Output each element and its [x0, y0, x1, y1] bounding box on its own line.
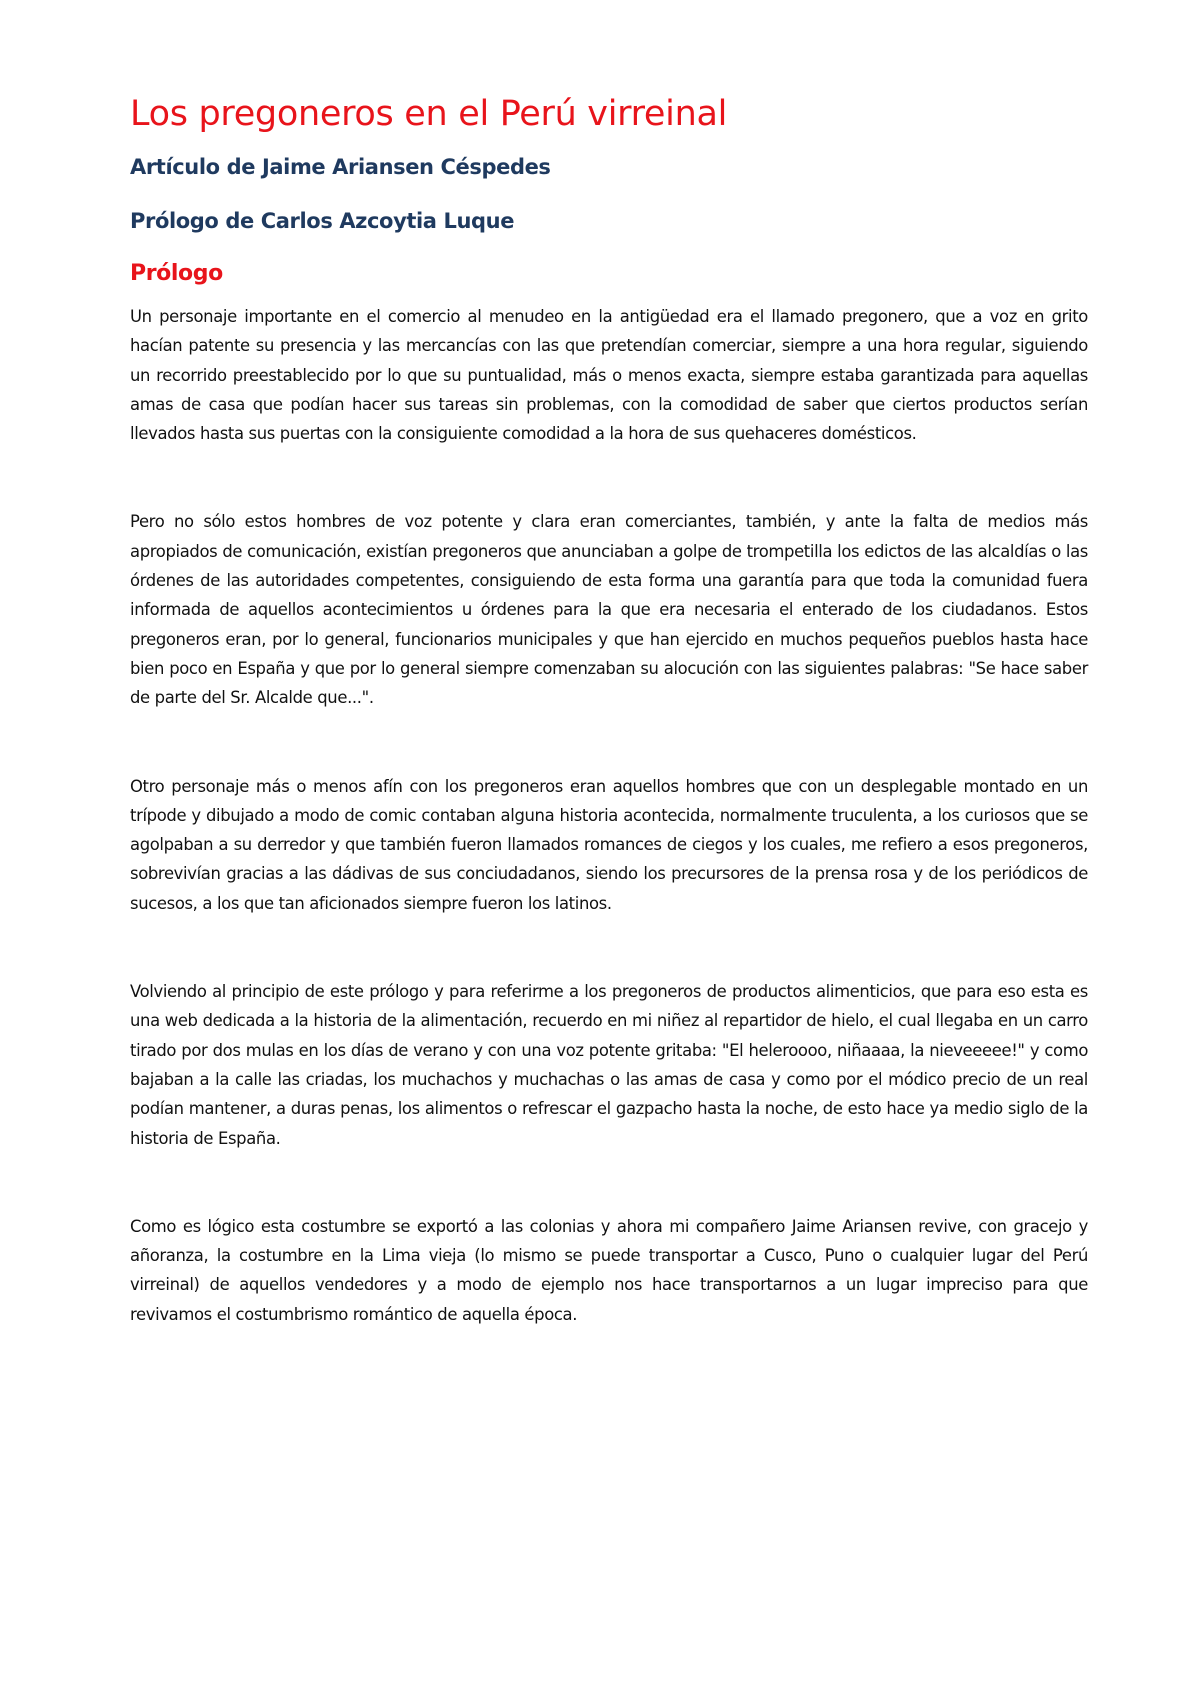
section-heading-prologue: Prólogo	[130, 261, 223, 286]
article-author-line: Artículo de Jaime Ariansen Céspedes	[130, 155, 551, 179]
paragraph-5: Como es lógico esta costumbre se exportó a las colonias y ahora mi compañero Jaime Ariansen revive, con gracejo y añoranza, la costumbre en la Lima vieja (lo mismo se puede transportar a Cusco, Puno o cualquier lugar del Perú virreinal) de aquellos vendedores y a modo de ejemplo nos hace transportarnos a un lugar impreciso para que revivamos el costumbrismo romántico de aquella época.	[130, 1216, 1088, 1324]
paragraph-1: Un personaje importante en el comercio al menudeo en la antigüedad era el llamado pregonero, que a voz en grito hacían patente su presencia y las mercancías con las que pretendían comerciar, siempre a una hora regular, siguiendo un recorrido preestablecido por lo que su puntualidad, más o menos exacta, siempre estaba garantizada para aquellas amas de casa que podían hacer sus tareas sin problemas, con la comodidad de saber que ciertos productos serían llevados hasta sus puertas con la consiguiente comodidad a la hora de sus quehaceres domésticos.	[130, 307, 1088, 444]
paragraph-4: Volviendo al principio de este prólogo y para referirme a los pregoneros de productos alimenticios, que para eso esta es una web dedicada a la historia de la alimentación, recuerdo en mi niñez al repartidor de hielo, el cual llegaba en un carro tirado por dos mulas en los días de verano y con una voz potente gritaba: "El heleroooo, niñaaaa, la nieveeeee!" y como bajaban a la calle las criadas, los muchachos y muchachas o las amas de casa y como por el módico precio de un real podían mantener, a duras penas, los alimentos o refrescar el gazpacho hasta la noche, de esto hace ya medio siglo de la historia de España.	[130, 982, 1088, 1148]
paragraph-3: Otro personaje más o menos afín con los pregoneros eran aquellos hombres que con un desplegable montado en un trípode y dibujado a modo de comic contaban alguna historia acontecida, normalmente truculenta, a los curiosos que se agolpaban a su derredor y que también fueron llamados romances de ciegos y los cuales, me refiero a esos pregoneros, sobrevivían gracias a las dádivas de sus conciudadanos, siendo los precursores de la prensa rosa y de los periódicos de sucesos, a los que tan aficionados siempre fueron los latinos.	[130, 776, 1088, 913]
paragraph-2: Pero no sólo estos hombres de voz potente y clara eran comerciantes, también, y ante la falta de medios más apropiados de comunicación, existían pregoneros que anunciaban a golpe de trompetilla los edictos de las alcaldías o las órdenes de las autoridades competentes, consiguiendo de esta forma una garantía para que toda la comunidad fuera informada de aquellos acontecimientos u órdenes para la que era necesaria el enterado de los ciudadanos. Estos pregoneros eran, por lo general, funcionarios municipales y que han ejercido en muchos pequeños pueblos hasta hace bien poco en España y que por lo general siempre comenzaban su alocución con las siguientes palabras: "Se hace saber de parte del Sr. Alcalde que...".	[130, 512, 1088, 708]
document-page	[130, 88, 1088, 1329]
prologue-author-line: Prólogo de Carlos Azcoytia Luque	[130, 209, 515, 233]
document-title: Los pregoneros en el Perú virreinal	[130, 94, 728, 134]
